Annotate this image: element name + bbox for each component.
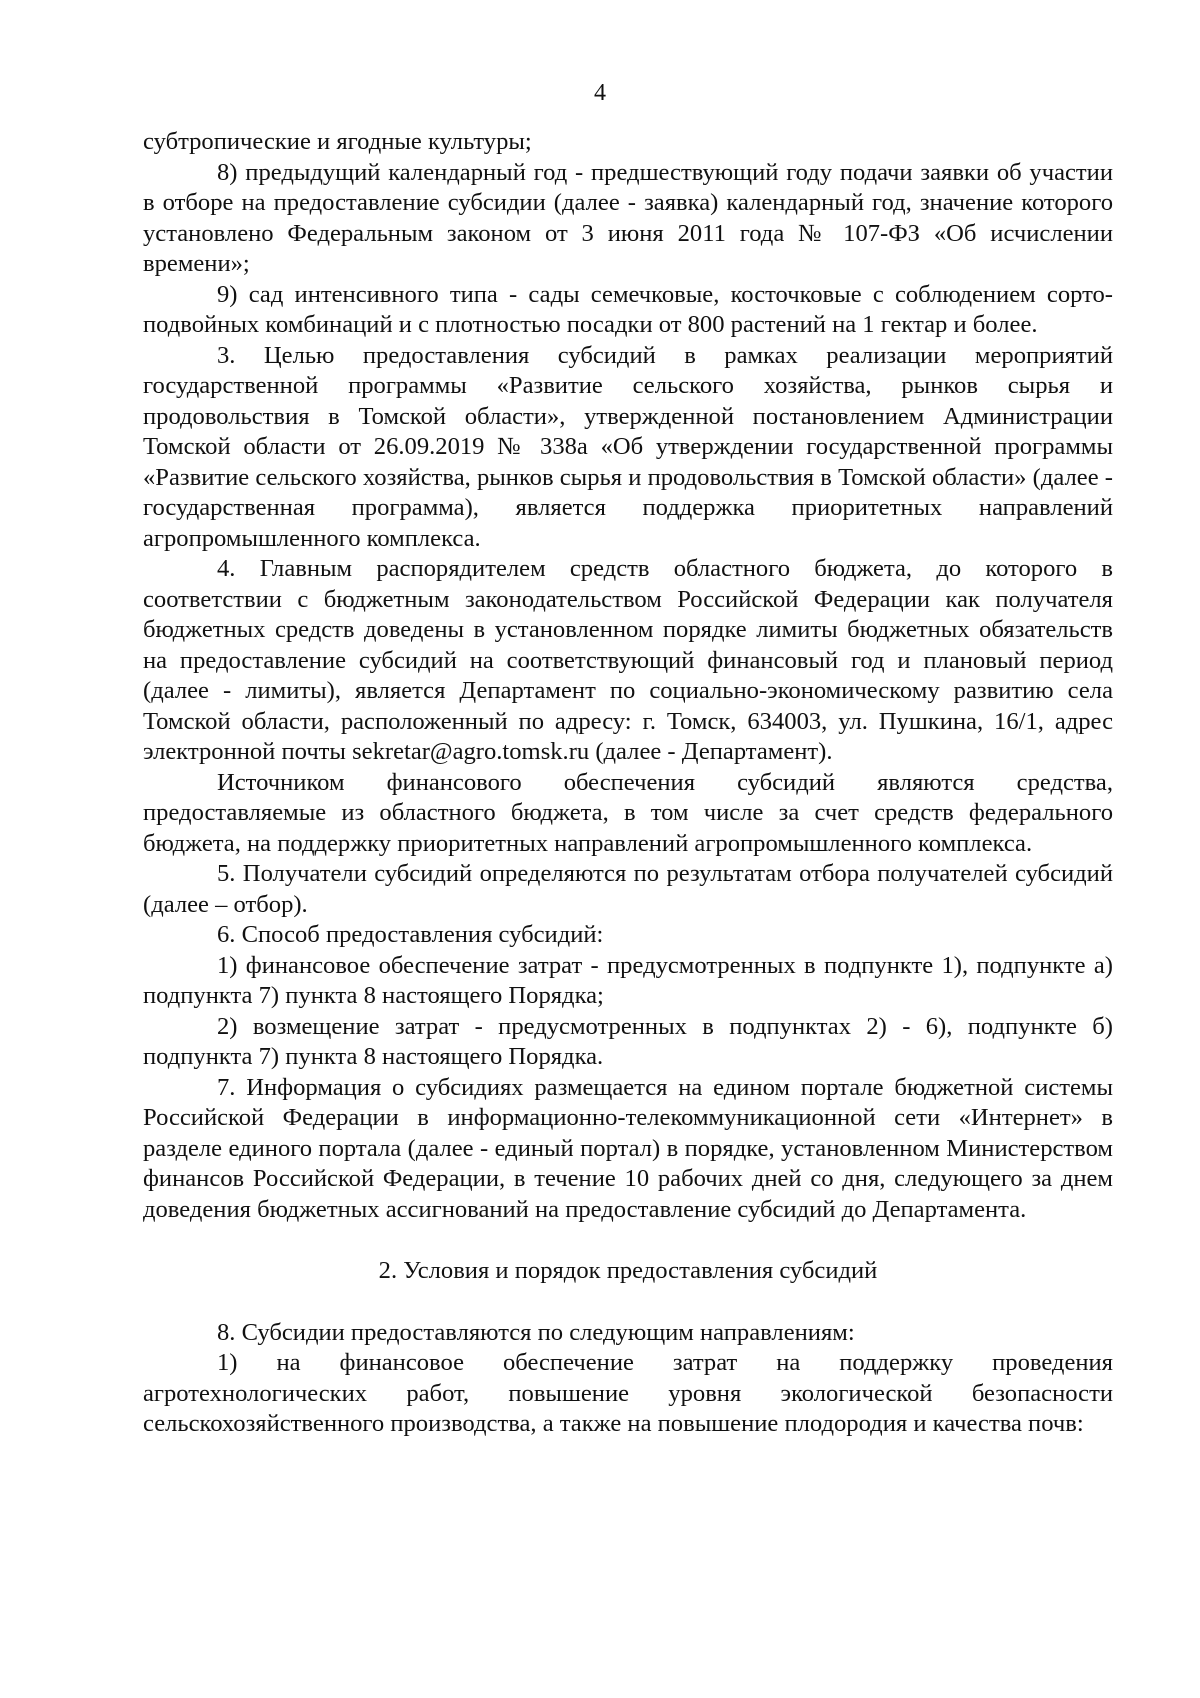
paragraph-clause-3: 3. Целью предоставления субсидий в рамках реализации мероприятий государственной программы «Развитие сельского хозяйства, рынков сырья и продовольствия в Томской области», утвержденной постановлением Администрации Томской области от 26.09.2019 № 338а «Об утверждении государственной программы «Развитие сельского хозяйства, рынков сырья и продовольствия в Томской области» (далее - государственная программа), является поддержка приоритетных направлений агропромышленного комплекса. (143, 341, 1113, 552)
paragraph-continuation: субтропические и ягодные культуры; (143, 128, 532, 155)
document-body (143, 127, 1113, 1440)
paragraph-clause-4: 4. Главным распорядителем средств областного бюджета, до которого в соответствии с бюджетным законодательством Российской Федерации как получателя бюджетных средств доведены в установленном порядке лимиты бюджетных обязательств на предоставление субсидий на соответствующий финансовый год и плановый период (далее - лимиты), является Департамент по социально-экономическому развитию села Томской области, расположенный по адресу: г. Томск, 634003, ул. Пушкина, 16/1, адрес электронной почты sekretar@agro.tomsk.ru (далее - Департамент). (143, 555, 1113, 765)
section-heading: 2. Условия и порядок предоставления субсидий (378, 1257, 878, 1284)
page-number: 4 (594, 80, 606, 106)
paragraph-clause-8: 8. Субсидии предоставляются по следующим направлениям: (217, 1318, 855, 1346)
paragraph-clause-6-item-2: 2) возмещение затрат - предусмотренных в подпунктах 2) - 6), подпункте б) подпункта 7) пункта 8 настоящего Порядка. (143, 1012, 1113, 1070)
paragraph-clause-7: 7. Информация о субсидиях размещается на едином портале бюджетной системы Российской Федерации в информационно-телекоммуникационной сети «Интернет» в разделе единого портала (далее - единый портал) в порядке, установленном Министерством финансов Российской Федерации, в течение 10 рабочих дней со дня, следующего за днем доведения бюджетных ассигнований на предоставление субсидий до Департамента. (143, 1073, 1113, 1223)
paragraph-item-9: 9) сад интенсивного типа - сады семечковые, косточковые с соблюдением сорто-подвойных комбинаций и с плотностью посадки от 800 растений на 1 гектар и более. (143, 280, 1113, 338)
paragraph-clause-5: 5. Получатели субсидий определяются по результатам отбора получателей субсидий (далее – отбор). (143, 860, 1113, 918)
paragraph-clause-6-item-1: 1) финансовое обеспечение затрат - предусмотренных в подпункте 1), подпункте а) подпункта 7) пункта 8 настоящего Порядка; (143, 951, 1113, 1009)
paragraph-clause-8-item-1: 1) на финансовое обеспечение затрат на поддержку проведения агротехнологических работ, повышение уровня экологической безопасности сельскохозяйственного производства, а также на повышение плодородия и качества почв: (143, 1349, 1113, 1437)
paragraph-clause-6: 6. Способ предоставления субсидий: (217, 921, 604, 948)
paragraph-funding-source: Источником финансового обеспечения субсидий являются средства, предоставляемые из областного бюджета, в том числе за счет средств федерального бюджета, на поддержку приоритетных направлений агропромышленного комплекса. (143, 768, 1113, 857)
paragraph-item-8: 8) предыдущий календарный год - предшествующий году подачи заявки об участии в отборе на предоставление субсидии (далее - заявка) календарный год, значение которого установлено Федеральным законом от 3 июня 2011 года № 107-ФЗ «Об исчислении времени»; (143, 158, 1113, 277)
